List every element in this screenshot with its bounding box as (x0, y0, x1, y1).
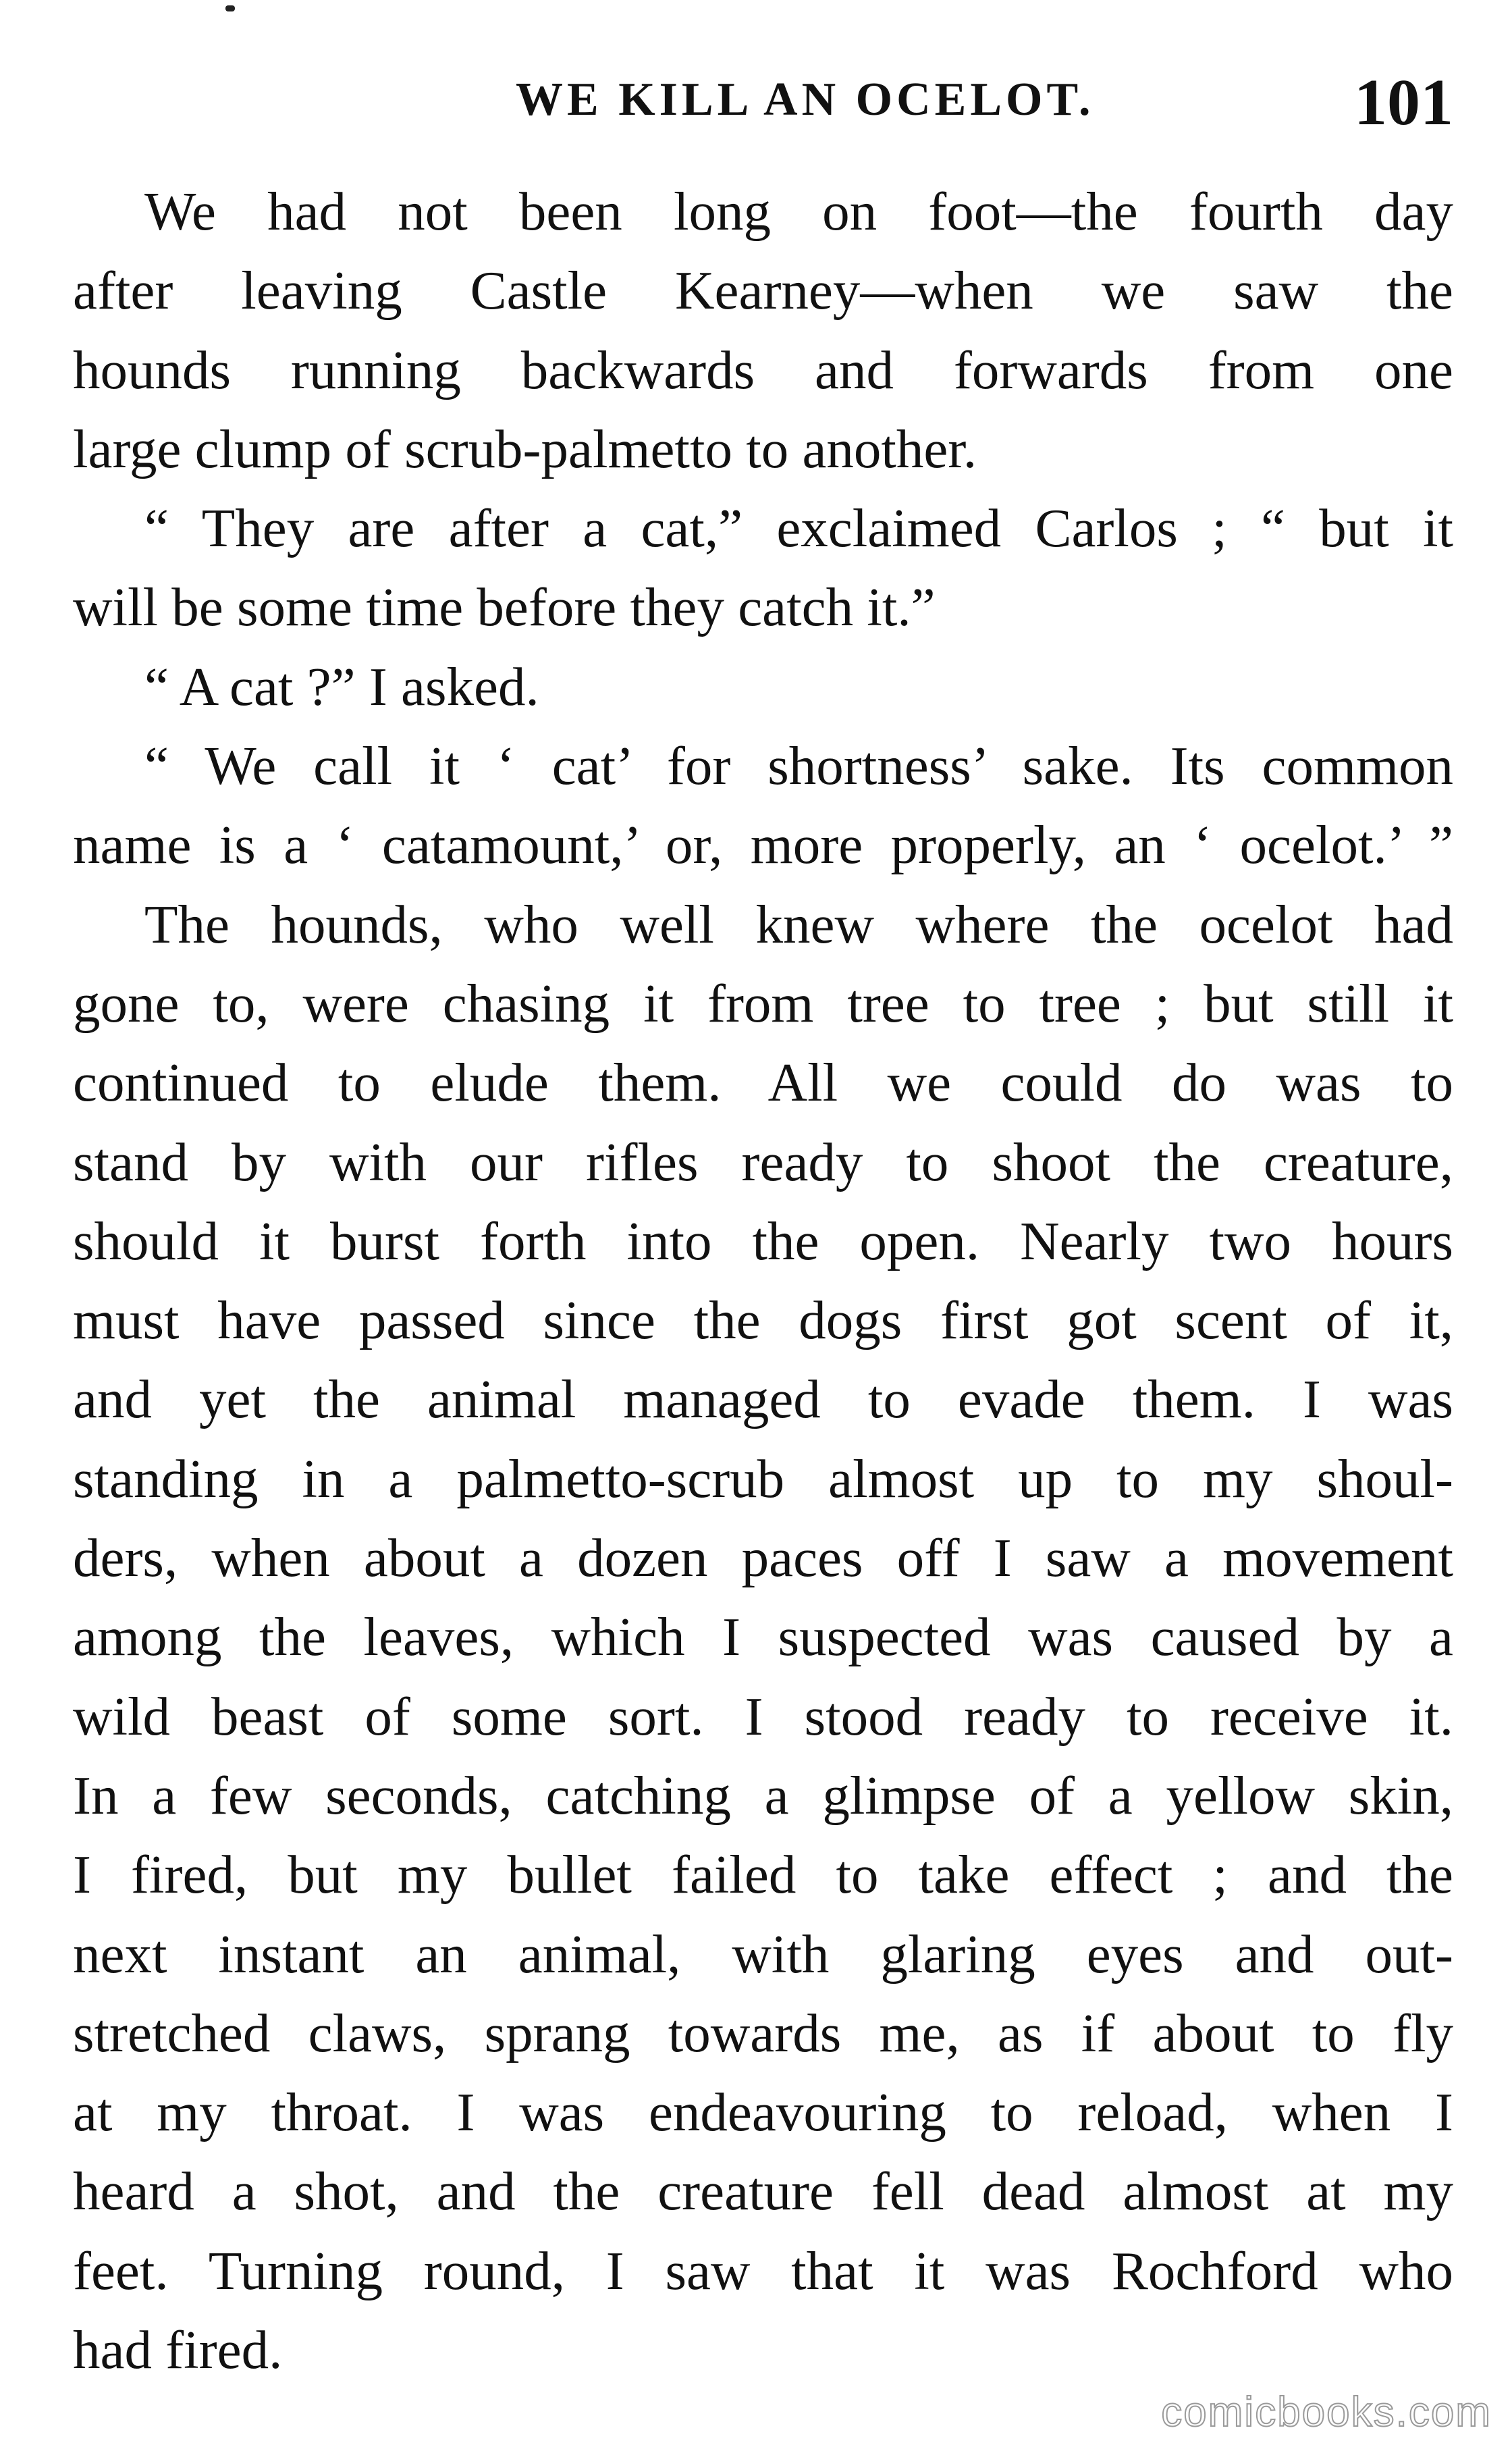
text-line: “ They are after a cat,” exclaimed Carlos ; “ but it (144, 498, 1453, 559)
text-line: In a few seconds, catching a glimpse of a yellow skin, (73, 1764, 1453, 1826)
text-line: will be some time before they catch it.” (73, 577, 936, 638)
text-line: “ We call it ‘ cat’ for shortness’ sake. Its common (144, 735, 1453, 797)
text-line: gone to, were chasing it from tree to tree ; but still it (73, 972, 1453, 1034)
text-line: continued to elude them. All we could do was to (73, 1052, 1453, 1113)
text-line: stand by with our rifles ready to shoot the creature, (73, 1131, 1453, 1192)
page-header (73, 65, 1453, 146)
text-line: wild beast of some sort. I stood ready to receive it. (73, 1685, 1453, 1747)
text-line: next instant an animal, with glaring eyes and out- (73, 1923, 1453, 1984)
watermark: comicbooks.com (1161, 2389, 1492, 2436)
text-line: I fired, but my bullet failed to take effect ; and the (73, 1844, 1453, 1905)
text-line: “ A cat ?” I asked. (144, 656, 539, 717)
text-line: The hounds, who well knew where the ocelot had (144, 893, 1453, 955)
text-line: name is a ‘ catamount,’ or, more properly, an ‘ ocelot.’ ” (73, 814, 1453, 876)
text-line: among the leaves, which I suspected was caused by a (73, 1606, 1453, 1668)
text-line: should it burst forth into the open. Nearly two hours (73, 1210, 1453, 1271)
text-line: must have passed since the dogs first got scent of it, (73, 1290, 1453, 1351)
text-line: standing in a palmetto-scrub almost up to my shoul- (73, 1448, 1453, 1509)
running-title: WE KILL AN OCELOT. (516, 74, 1095, 126)
text-line: large clump of scrub-palmetto to another. (73, 418, 977, 479)
text-line: after leaving Castle Kearney—when we saw the (73, 260, 1453, 321)
text-line: feet. Turning round, I saw that it was Rochford who (73, 2240, 1453, 2301)
text-line: We had not been long on foot—the fourth day (144, 181, 1453, 242)
ink-speck (225, 5, 235, 11)
text-line: hounds running backwards and forwards from one (73, 339, 1453, 400)
page-number: 101 (1354, 66, 1453, 139)
text-line: at my throat. I was endeavouring to reload, when I (73, 2082, 1453, 2143)
text-line: ders, when about a dozen paces off I saw a movement (73, 1527, 1453, 1589)
text-line: had fired. (73, 2319, 283, 2381)
text-line: heard a shot, and the creature fell dead almost at my (73, 2161, 1453, 2222)
text-line: stretched claws, sprang towards me, as if about to fly (73, 2002, 1453, 2063)
text-line: and yet the animal managed to evade them. I was (73, 1369, 1453, 1430)
body-text (73, 172, 1453, 2390)
